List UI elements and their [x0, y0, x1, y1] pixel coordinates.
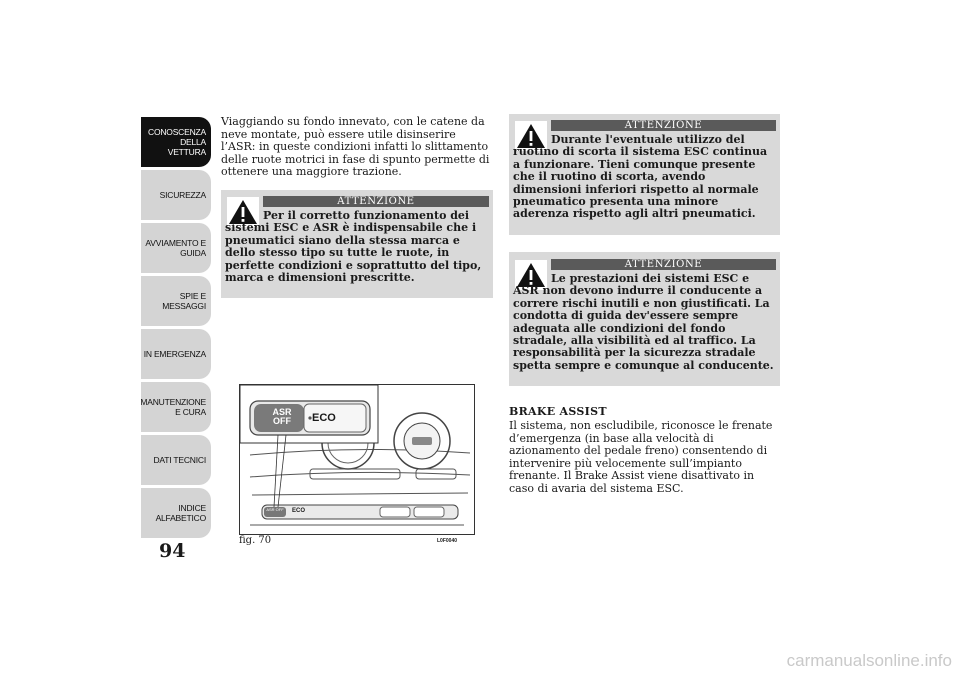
off-label: OFF	[273, 416, 291, 426]
warning-box-responsibility	[509, 252, 780, 386]
tab-spie[interactable]: SPIE E MESSAGGI	[141, 276, 211, 326]
asr-label: ASR	[272, 407, 292, 417]
small-asr-off-button: ASR OFF	[266, 507, 284, 512]
warning-box-tyres	[221, 190, 493, 298]
warning-title: ATTENZIONE	[263, 196, 489, 207]
tab-indice[interactable]: INDICE ALFABETICO	[141, 488, 211, 538]
small-eco-button: ECO	[292, 508, 306, 514]
warning-text: Le prestazioni dei sistemi ESC e ASR non devono indurre il conducente a correre rischi inutili e non giustificati. La condotta di guida dev'essere sempre adeguata alle condizioni del fondo stradale, alla visibilità ed al traffico. La responsabilità per la sicurezza stradale spetta sempre e comunque al conducente.	[513, 272, 774, 372]
section-paragraph: Il sistema, non escludibile, riconosce le frenate d’emergenza (in base alla velocità di azionamento del pedale freno) consentendo di intervenire più velocemente sull’impianto frenante. Il Brake Assist viene disattivato in caso di avaria del sistema ESC.	[509, 419, 773, 495]
figure-70	[239, 384, 475, 535]
intro-paragraph: Viaggiando su fondo innevato, con le catene da neve montate, può essere utile disinserire l’ASR: in queste condizioni infatti lo slittamento delle ruote motrici in fase di spunto permette di ottenere una maggiore trazione.	[221, 115, 490, 179]
watermark: carmanualsonline.info	[786, 651, 952, 670]
asr-off-button	[260, 408, 304, 426]
warning-box-spare-wheel	[509, 114, 780, 235]
tab-emergenza[interactable]: IN EMERGENZA	[141, 329, 211, 379]
eco-button: ECO	[312, 412, 336, 424]
tab-sicurezza[interactable]: SICUREZZA	[141, 170, 211, 220]
section-heading: BRAKE ASSIST	[509, 405, 607, 418]
tab-manutenzione[interactable]: MANUTENZIONE E CURA	[141, 382, 211, 432]
warning-text: Per il corretto funzionamento dei sistemi ESC e ASR è indispensabile che i pneumatici siano della stessa marca e dello stesso tipo su tutte le ruote, in perfette condizioni e soprattutto del tipo, marca e dimensioni prescritte.	[225, 209, 482, 285]
tab-avviamento[interactable]: AVVIAMENTO E GUIDA	[141, 223, 211, 273]
figure-code: L0F0040	[437, 538, 458, 544]
warning-text: Durante l'eventuale utilizzo del ruotino di scorta il sistema ESC continua a funzionare. Tieni comunque presente che il ruotino di scorta, avendo dimensioni inferiori rispetto al normale pneumatico presenta una minore aderenza rispetto agli altri pneumatici.	[513, 133, 768, 221]
left-column	[221, 116, 491, 179]
brake-assist-section	[509, 405, 781, 496]
warning-title: ATTENZIONE	[551, 259, 776, 270]
figure-caption: fig. 70	[239, 535, 272, 546]
warning-title: ATTENZIONE	[551, 120, 776, 131]
tab-conoscenza[interactable]: CONOSCENZA DELLA VETTURA	[141, 117, 211, 167]
tab-dati-tecnici[interactable]: DATI TECNICI	[141, 435, 211, 485]
page-number: 94	[159, 540, 186, 562]
